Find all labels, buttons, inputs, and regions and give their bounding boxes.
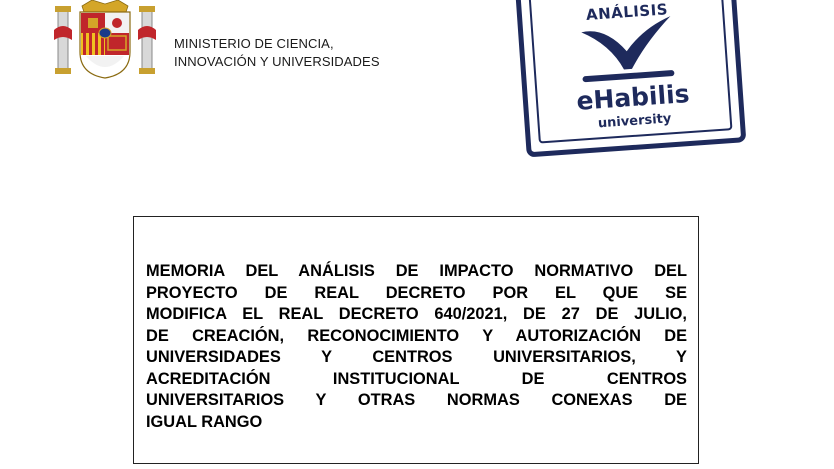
title-line: DE CREACIÓN, RECONOCIMIENTO Y AUTORIZACIÓN DE bbox=[146, 326, 687, 345]
ehabilis-stamp bbox=[514, 0, 747, 157]
title-line: UNIVERSIDADES Y CENTROS UNIVERSITARIOS, Y bbox=[146, 348, 687, 366]
ministry-line-2: INNOVACIÓN Y UNIVERSIDADES bbox=[174, 54, 380, 69]
stamp-brand: eHabilis bbox=[575, 78, 691, 116]
title-line: UNIVERSITARIOS Y OTRAS NORMAS CONEXAS DE bbox=[146, 391, 687, 409]
title-line: PROYECTO DE REAL DECRETO POR EL QUE SE bbox=[146, 283, 687, 302]
title-line: IGUAL RANGO bbox=[146, 412, 263, 431]
title-line: MEMORIA DEL ANÁLISIS DE IMPACTO NORMATIVO DEL bbox=[146, 262, 687, 280]
ministry-line-1: MINISTERIO DE CIENCIA, bbox=[174, 36, 334, 51]
ministry-name bbox=[174, 35, 380, 71]
stamp-subtitle: university bbox=[597, 111, 672, 132]
stamp-top-label: ANÁLISIS bbox=[585, 0, 669, 24]
document-title bbox=[146, 261, 687, 433]
title-line: ACREDITACIÓN INSTITUCIONAL DE CENTROS bbox=[146, 369, 687, 388]
spanish-coat-of-arms-icon bbox=[52, 0, 158, 80]
ehabilis-check-icon bbox=[574, 12, 678, 85]
title-line: MODIFICA EL REAL DECRETO 640/2021, DE 27 DE JULIO, bbox=[146, 305, 687, 323]
document-title-box bbox=[133, 216, 699, 464]
